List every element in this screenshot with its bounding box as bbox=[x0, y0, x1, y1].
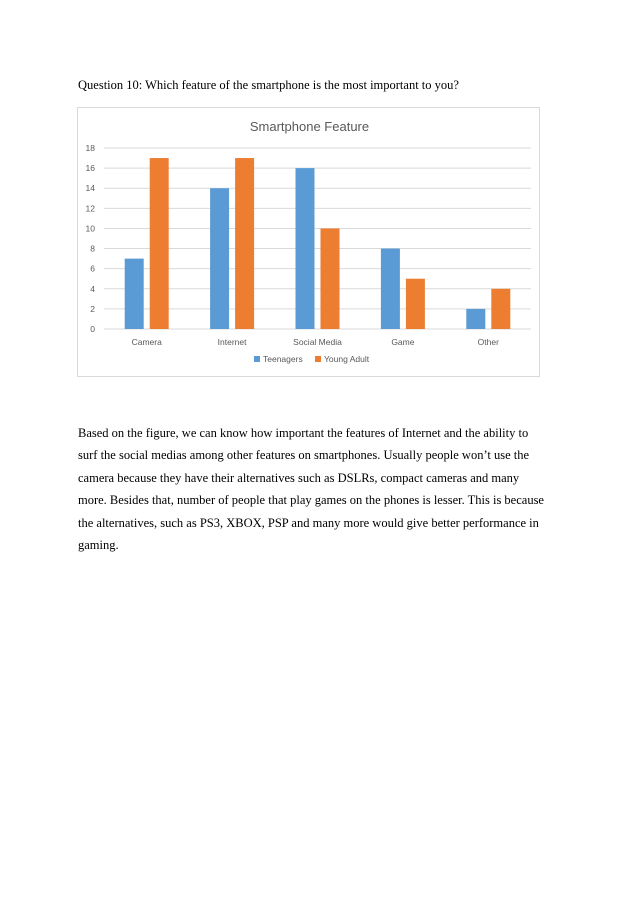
bar-1-4 bbox=[466, 309, 485, 329]
bar-2-2 bbox=[321, 228, 340, 329]
bars bbox=[125, 158, 511, 329]
legend-label: Young Adult bbox=[324, 354, 370, 364]
bar-chart bbox=[78, 108, 541, 378]
paragraph-line: surf the social medias among other features on smartphones. Usually people won’t use the bbox=[78, 448, 530, 463]
x-tick-label: Social Media bbox=[293, 337, 342, 347]
paragraph-line: the alternatives, such as PS3, XBOX, PSP and many more would give better performance in bbox=[78, 515, 539, 530]
y-tick-label: 2 bbox=[90, 303, 95, 314]
y-tick-label: 10 bbox=[85, 223, 95, 234]
y-tick-label: 6 bbox=[90, 263, 95, 274]
x-tick-label: Game bbox=[391, 337, 415, 347]
analysis-paragraph bbox=[78, 422, 564, 556]
y-tick-label: 16 bbox=[85, 163, 95, 174]
bar-1-2 bbox=[296, 168, 315, 329]
x-tick-label: Camera bbox=[131, 337, 162, 347]
bar-2-4 bbox=[491, 289, 510, 329]
legend bbox=[254, 354, 370, 364]
paragraph-line: more. Besides that, number of people that play games on the phones is lesser. This is because bbox=[78, 493, 544, 508]
y-tick-label: 0 bbox=[90, 324, 95, 334]
y-tick-label: 18 bbox=[85, 143, 95, 153]
question-heading: Question 10: Which feature of the smartphone is the most important to you? bbox=[78, 78, 459, 92]
bar-1-0 bbox=[125, 259, 144, 329]
y-tick-label: 8 bbox=[90, 243, 95, 254]
legend-label: Teenagers bbox=[263, 354, 303, 364]
chart-title: Smartphone Feature bbox=[249, 119, 370, 134]
paragraph-line: gaming. bbox=[78, 538, 119, 553]
x-axis-ticks bbox=[132, 337, 500, 347]
legend-swatch bbox=[315, 356, 321, 362]
paragraph-line: camera because they have their alternatives such as DSLRs, compact cameras and many bbox=[78, 470, 520, 485]
bar-1-1 bbox=[210, 188, 229, 329]
legend-swatch bbox=[254, 356, 260, 362]
bar-1-3 bbox=[381, 249, 400, 329]
x-tick-label: Other bbox=[477, 337, 499, 347]
y-tick-label: 14 bbox=[85, 183, 95, 194]
x-tick-label: Internet bbox=[217, 337, 247, 347]
paragraph-line: Based on the figure, we can know how important the features of Internet and the ability to bbox=[78, 426, 529, 440]
y-tick-label: 12 bbox=[85, 203, 95, 214]
chart-container bbox=[77, 107, 540, 377]
y-tick-label: 4 bbox=[90, 283, 95, 294]
y-axis-ticks bbox=[86, 143, 96, 334]
bar-2-3 bbox=[406, 279, 425, 329]
bar-2-1 bbox=[235, 158, 254, 329]
bar-2-0 bbox=[150, 158, 169, 329]
